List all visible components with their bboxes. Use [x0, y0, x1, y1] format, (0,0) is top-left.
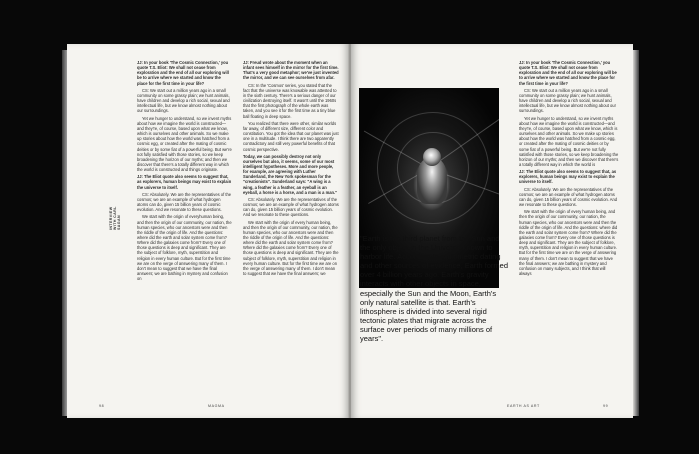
left-column-2 [243, 60, 339, 278]
answer-paragraph: CS: Absolutely. We are the representatives of the cosmos; we are an example of what hydrogen atoms can do, given 15 billion years of cosmic evolution. And we resonate to these questions. [243, 196, 339, 218]
answer-paragraph: CS: In the 'Cosmos' series, you stated that the fact that the universe was knowable was attested to in the sixth century. There's a serious danger of our civilization destroying itself. It wasn't until the 1960s that the first photograph of the whole earth was taken, and you see it for the first time as a tiny blue ball floating in deep space. [243, 82, 337, 119]
answer-paragraph: CS: Absolutely. We are the representatives of the cosmos; we are an example of what hydrogen atoms can do, given 15 billion years of cosmic evolution. And we resonate to these questions. [137, 191, 232, 213]
answer-paragraph: CS: Absolutely. We are the representatives of the cosmos; we are an example of what hydrogen atoms can do, given 15 billion years of cosmic evolution. And we resonate to these questions. [519, 186, 618, 208]
answer-paragraph: We start with the origin of everyhuman being, and then the origin of our community, our nation, the human species, who our ancestors were and then the riddle of the origin of life. And the questions: where did the earth and solar system come from? Where did the galaxies come from? Every one of those questions is deep and significant. They are the subject of folklore, myth, superstition and religion in every human culture. But for the first time we are on the verge of answering many of them. I don't mean to suggest that we have the final answers; we are bathing in mystery and confusion on [137, 214, 232, 282]
answer-paragraph: CS: We start out a million years ago in a small community on some grassy plain; we hunt animals, have children and develop a rich social, sexual and intellectual life, but we know almost nothing about our surroundings. [519, 87, 616, 114]
question-paragraph: JJ: Freud wrote about the moment when an infant sees himself in the mirror for the first time. That's a very good metaphor; we've just invented the mirror, and we can see ourselves from afar. [243, 60, 339, 81]
answer-paragraph: Yet we hunger to understand, so we invent myths about how we imagine the world is constructed—and they're, of course, based upon what we know, which is ourselves and other animals. So we make up stories about how the world was hatched from a cosmic egg, or created after the mating of cosmic deities or by some fiat of a powerful being. But we're not fully satisfied with those stories, so we keep broadening the horizon of our myths; and then we discover that there's a totally different way in which the world is constructed and things originate. [137, 115, 232, 173]
pull-quote: "Earth is the third planet from the Sun and the only object in the Universe known to harbor life. According to radiometric dating and other sources of evidence, Earth formed over 4 billion years ago. Earth's gravity interacts with other objects in space, especially the Sun and the Moon, Earth's only natural satellite is that. Earth's lithosphere is divided into several rigid tectonic plates that migrate across the surface over periods of many millions of years". [360, 234, 509, 344]
answer-paragraph: We start with the origin of every human being, and then the origin of our community, our nation, the human species, who our ancestors were and then the riddle of the origin of life. And the questions: where did the earth and solar system come from? Where did the galaxies come from? Every one of those questions is deep and significant. They are the subject of folklore, myth, superstition and religion in every human culture. But for the first time we are on the verge of answering many of them. I don't mean to suggest that we have the final answers; we [243, 219, 339, 277]
side-label [109, 182, 122, 230]
section-name: EARTH AS ART [507, 404, 540, 408]
question-paragraph: JJ: In your book 'The Cosmic Connection,' you quote T.S. Eliot: We shall not cease from exploration and the end of all our exploring will be to arrive where we started and know the place for the first time in your life? [137, 60, 229, 86]
question-paragraph: JJ: In your book 'The Cosmic Connection,' you quote T.S. Eliot: We shall not cease from exploration and the end of all our exploring will be to arrive where we started and know the place for the first time in your life? [519, 60, 617, 86]
question-paragraph: JJ: The Eliot quote also seems to suggest that, as explorers, human beings may exist to explain the universe to itself. [519, 169, 617, 185]
answer-paragraph: We start with the origin of every human being, and then the origin of our community, our nation, the human species, who our ancestors were and then the riddle of the origin of life. And the questions: where did the earth and solar system come from? Where did the galaxies come from? Every one of those questions is deep and significant. They are the subject of folklore, myth, superstition and religion in every human culture. But for the first time we are on the verge of answering many of them. I don't mean to suggest that we have the final answers; we are bathing in mystery and confusion on many subjects, and I think that will always [519, 209, 618, 277]
answer-paragraph: You realized that there were other, similar worlds far away, of different size, different color and constitution. You got the idea that our planet was just one in a multitude. I think there are two apparently contradictory and still very powerful benefits of that cosmic perspective. [243, 120, 339, 152]
question-paragraph: JJ: The Eliot quote also seems to suggest that, as explorers, human beings may exist to explain the universe to itself. [137, 174, 232, 190]
right-column [519, 60, 619, 278]
page-edge-right [633, 50, 639, 416]
side-label-line: WITH CARL [113, 206, 118, 230]
right-page [351, 44, 633, 418]
page-number-right: 99 [603, 404, 609, 408]
left-column-1 [137, 60, 232, 283]
left-page [67, 44, 349, 418]
page-number-left: 98 [99, 404, 105, 408]
magazine-name: MAGMA [208, 404, 225, 408]
answer-paragraph: CS: We start out a million years ago in a small community on some grassy plain; we hunt animals, have children and develop a rich social, sexual and intellectual life, but we know almost nothing about our surroundings. [137, 87, 230, 114]
answer-paragraph: Yet we hunger to understand, so we invent myths about how we imagine the world is constructed—and they're, of course, based upon what we know, which is ourselves and other animals. So we make up stories about how the world was hatched from a cosmic egg, or created after the mating of cosmic deities or by some fiat of a powerful being. But we're not fully satisfied with those stories, so we keep broadening the horizon of our myths; and then we discover that there's a totally different way in which the world is [519, 115, 619, 167]
side-label-line: SAGAN [117, 215, 122, 230]
side-label-line: INTERVIEW [109, 206, 113, 230]
question-paragraph: Today, we can possibly destroy not only ourselves but also, it seems, some of our most intelligent hypotheses. More and more people, for example, are agreeing with Luther Sunderland, the New York spokesman for the "creationists". Sunderland says: "A wing is a wing, a feather is a feather, an eyeball is an eyeball, a horse is a horse, and a man is a man." [243, 153, 338, 195]
